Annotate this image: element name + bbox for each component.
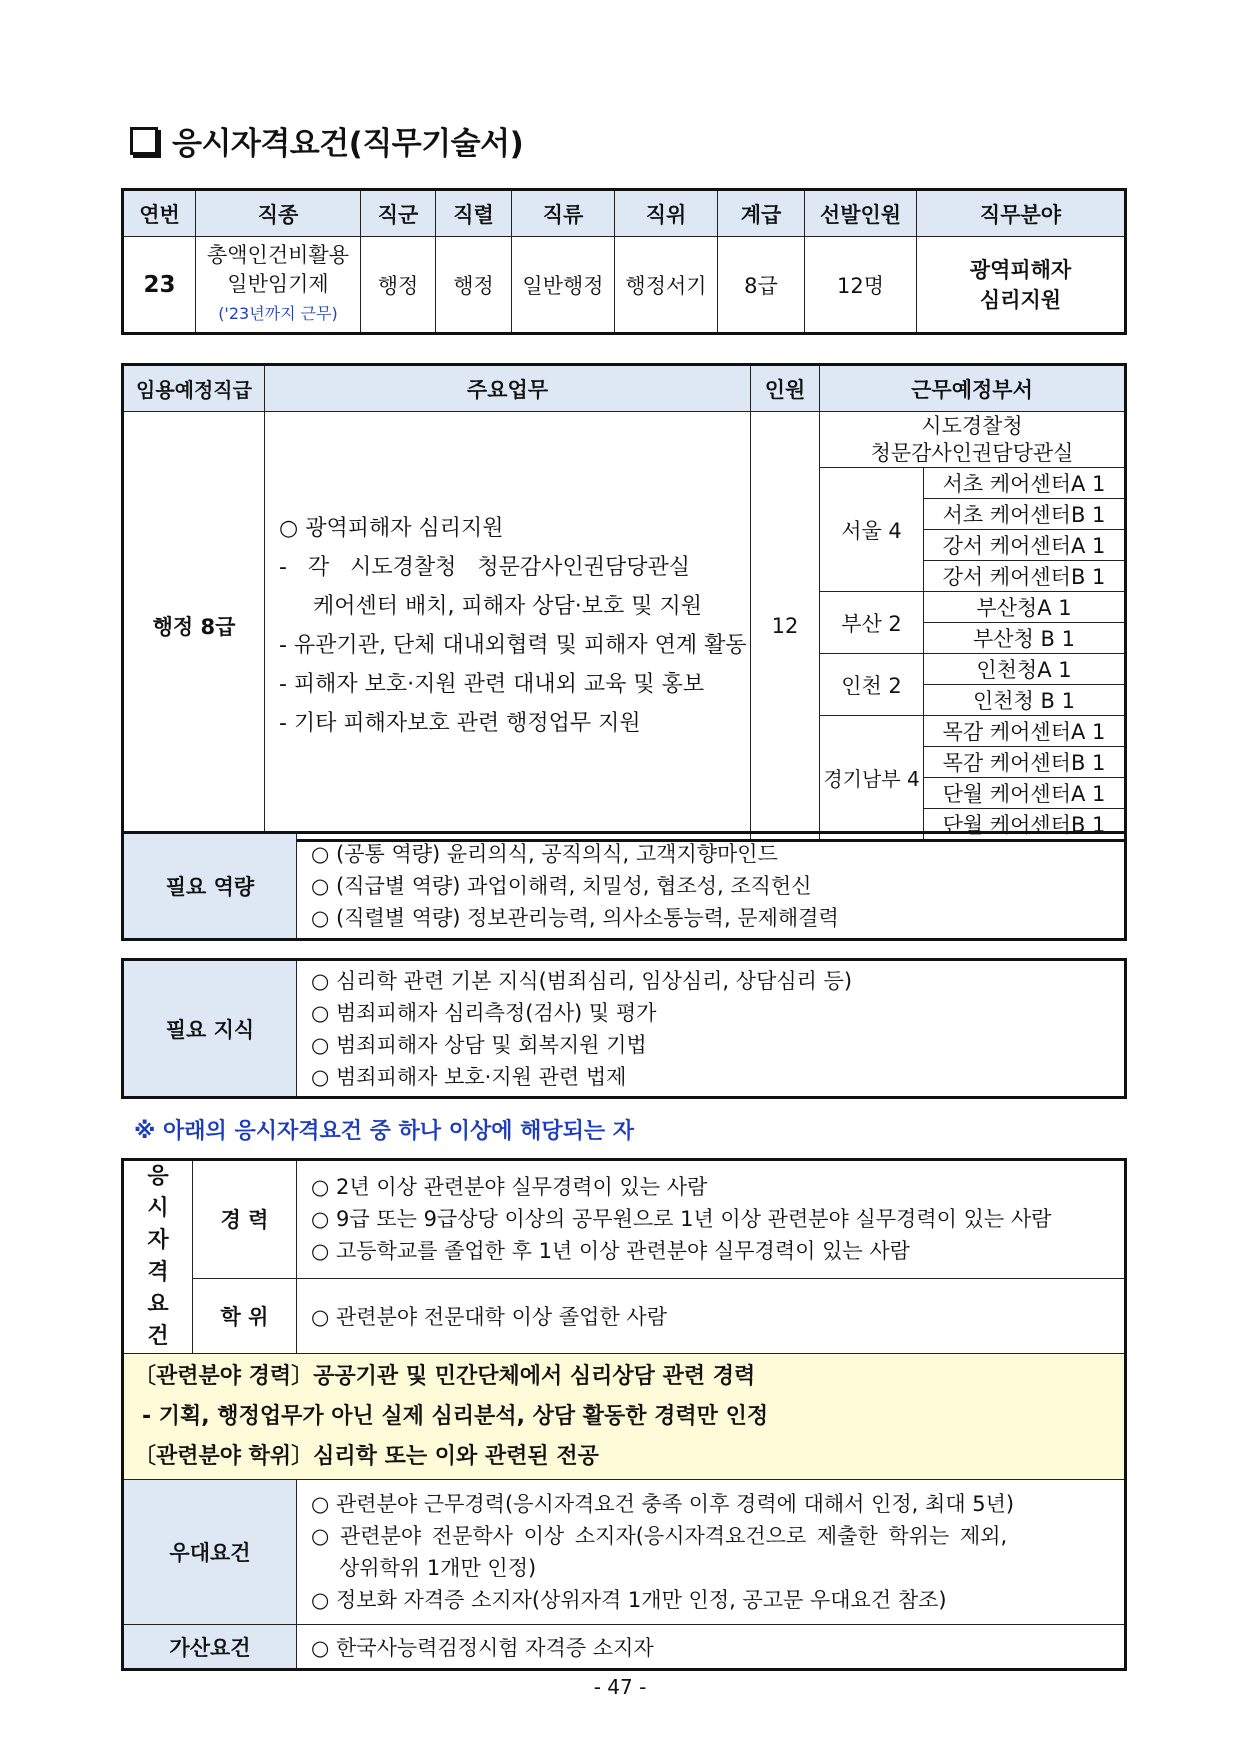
dept-unit: 강서 케어센터A 1 [924,530,1126,561]
dept-top [820,412,1126,468]
career-label: 경 력 [193,1160,297,1279]
career-item: ○ 고등학교를 졸업한 후 1년 이상 관련분야 실무경력이 있는 사람 [311,1239,910,1264]
side-char: 응 [147,1164,169,1189]
region-seoul: 서울 4 [820,468,924,592]
summary-data-row [123,237,1126,334]
header-group: 직군 [361,190,436,237]
bonus-row [123,1625,1126,1670]
dept-unit: 단월 케어센터B 1 [924,809,1126,841]
cell-category: 일반행정 [512,237,615,334]
task-item: 케어센터 배치, 피해자 상담·보호 및 지원 [313,593,702,619]
note-line: 〔관련분야 경력〕공공기관 및 민간단체에서 심리상담 관련 경력 [134,1363,756,1389]
preference-item: 상위학위 1개만 인정) [339,1556,537,1580]
header-grade: 계급 [718,190,805,237]
cell-group: 행정 [361,237,436,334]
checkbox-square-icon [130,127,158,155]
cell-count: 12명 [805,237,917,334]
career-row [123,1160,1126,1279]
dept-unit: 부산청 B 1 [924,623,1126,654]
competency-item: ○ (공통 역량) 윤리의식, 공직의식, 고객지향마인드 [311,842,778,866]
cell-field [917,237,1126,334]
competency-row [123,833,1126,940]
knowledge-label: 필요 지식 [123,960,297,1098]
region-busan: 부산 2 [820,592,924,654]
bonus-label: 가산요건 [123,1625,297,1670]
preference-item: ○ 정보화 자격증 소지자(상위자격 1개만 인정, 공고문 우대요건 참조) [311,1588,947,1612]
side-char: 시 [147,1196,169,1221]
dept-unit: 서초 케어센터A 1 [924,468,1126,499]
knowledge-row [123,960,1126,1098]
header-tasks: 주요업무 [265,365,751,412]
header-position: 직위 [615,190,718,237]
field-line2: 심리지원 [979,287,1062,312]
duties-headcount: 12 [751,412,820,841]
dept-top-line2: 청문감사인권담당관실 [870,440,1074,465]
side-char: 자 [147,1228,169,1253]
career-item: ○ 2년 이상 관련분야 실무경력이 있는 사람 [311,1175,708,1200]
degree-row [123,1278,1126,1353]
dept-unit: 부산청A 1 [924,592,1126,623]
knowledge-list [297,960,1126,1098]
qualification-side-label [123,1160,193,1354]
degree-label: 학 위 [193,1278,297,1353]
header-dept: 근무예정부서 [820,365,1126,412]
dept-unit: 목감 케어센터A 1 [924,716,1126,747]
knowledge-table [121,958,1127,1099]
header-type: 직종 [196,190,361,237]
competency-item: ○ (직렬별 역량) 정보관리능력, 의사소통능력, 문제해결력 [311,906,839,930]
type-note: ('23년까지 근무) [218,304,338,323]
duties-table [121,363,1127,842]
type-line2: 일반임기제 [227,272,329,296]
task-item: - 피해자 보호·지원 관련 대내외 교육 및 홍보 [279,671,705,697]
summary-header-row [123,190,1126,237]
summary-table [121,188,1127,335]
knowledge-item: ○ 범죄피해자 보호·지원 관련 법제 [311,1064,627,1089]
competency-item: ○ (직급별 역량) 과업이해력, 치밀성, 협조성, 조직헌신 [311,874,812,898]
knowledge-item: ○ 심리학 관련 기본 지식(범죄심리, 임상심리, 상담심리 등) [311,968,853,993]
dept-unit: 인천청 B 1 [924,685,1126,716]
dept-unit: 서초 케어센터B 1 [924,499,1126,530]
note-line: - 기획, 행정업무가 아닌 실제 심리분석, 상담 활동한 경력만 인정 [142,1403,769,1429]
cell-position: 행정서기 [615,237,718,334]
header-series: 직렬 [436,190,512,237]
region-gyeonggi: 경기남부 4 [820,716,924,841]
task-item: - 유관기관, 단체 대내외협력 및 피해자 연계 활동 [279,632,747,658]
field-line1: 광역피해자 [969,257,1072,282]
side-char: 격 [147,1260,169,1285]
region-incheon: 인천 2 [820,654,924,716]
side-char: 요 [147,1292,169,1317]
related-field-notes [123,1354,1126,1480]
career-item: ○ 9급 또는 9급상당 이상의 공무원으로 1년 이상 관련분야 실무경력이 있는 사람 [311,1207,1052,1232]
cell-series: 행정 [436,237,512,334]
header-no: 연번 [123,190,196,237]
duties-row-top [123,412,1126,468]
header-grade-plan: 임용예정직급 [123,365,265,412]
bonus-item: ○ 한국사능력검정시험 자격증 소지자 [297,1625,1126,1670]
note-line: 〔관련분야 학위〕심리학 또는 이와 관련된 전공 [134,1443,599,1469]
header-count: 선발인원 [805,190,917,237]
degree-item: ○ 관련분야 전문대학 이상 졸업한 사람 [297,1278,1126,1353]
cell-grade: 8급 [718,237,805,334]
dept-unit: 목감 케어센터B 1 [924,747,1126,778]
dept-unit: 강서 케어센터B 1 [924,561,1126,592]
preference-list [297,1480,1126,1625]
competency-table [121,831,1127,941]
header-category: 직류 [512,190,615,237]
task-item: ○ 광역피해자 심리지원 [279,515,504,541]
header-headcount: 인원 [751,365,820,412]
page-title-text: 응시자격요건(직무기술서) [172,126,524,162]
cell-type [196,237,361,334]
preference-row [123,1480,1126,1625]
duties-task-list [265,412,751,841]
qualification-notice: ※ 아래의 응시자격요건 중 하나 이상에 해당되는 자 [134,1119,635,1144]
duties-grade: 행정 8급 [123,412,265,841]
cell-no: 23 [123,237,196,334]
preference-label: 우대요건 [123,1480,297,1625]
knowledge-item: ○ 범죄피해자 상담 및 회복지원 기법 [311,1032,647,1057]
competency-label: 필요 역량 [123,833,297,940]
dept-unit: 단월 케어센터A 1 [924,778,1126,809]
task-item: - 각 시도경찰청 청문감사인권담당관실 [279,554,690,580]
qualification-table [121,1158,1127,1671]
preference-item: ○ 관련분야 전문학사 이상 소지자(응시자격요건으로 제출한 학위는 제외, [311,1524,1008,1548]
competency-list [297,833,1126,940]
side-char: 건 [147,1324,169,1349]
type-line1: 총액인건비활용 [206,243,349,267]
task-item: - 기타 피해자보호 관련 행정업무 지원 [279,710,641,736]
preference-item: ○ 관련분야 근무경력(응시자격요건 충족 이후 경력에 대해서 인정, 최대 5년) [311,1492,1015,1516]
page-title [130,118,523,163]
dept-unit: 인천청A 1 [924,654,1126,685]
notes-row [123,1354,1126,1480]
career-list [297,1160,1126,1279]
dept-top-line1: 시도경찰청 [921,413,1023,438]
duties-header-row [123,365,1126,412]
knowledge-item: ○ 범죄피해자 심리측정(검사) 및 평가 [311,1000,657,1025]
header-field: 직무분야 [917,190,1126,237]
page-number: - 47 - [593,1675,647,1699]
